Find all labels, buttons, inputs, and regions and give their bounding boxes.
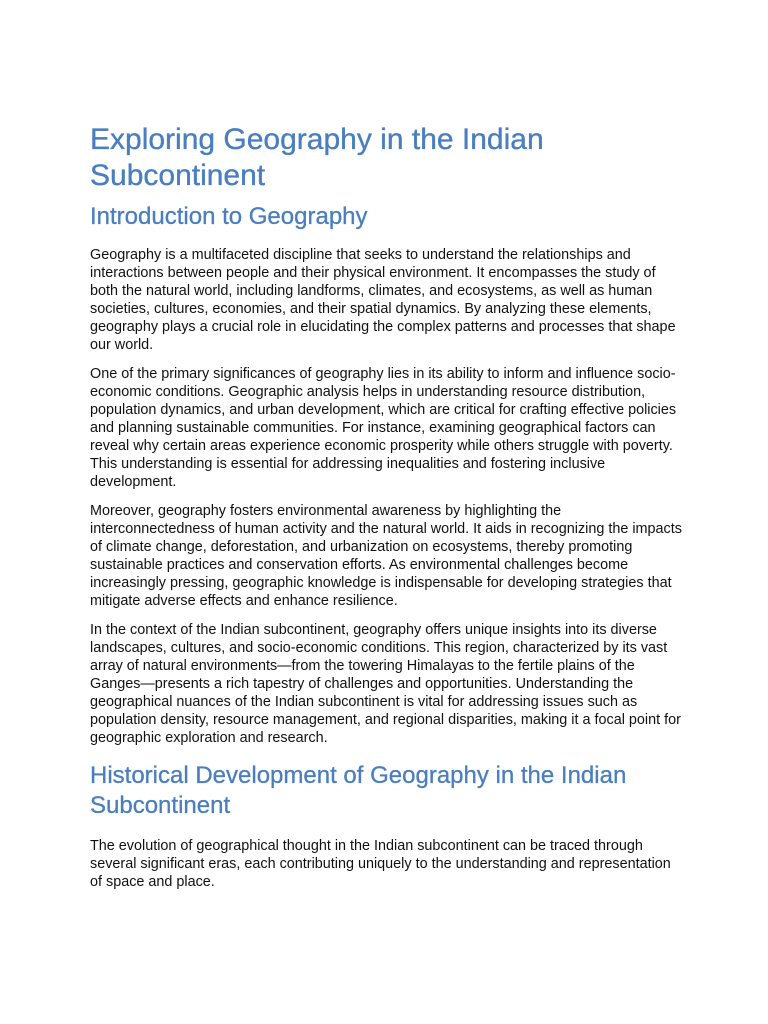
paragraph: Geography is a multifaceted discipline that seeks to understand the relationships and interactions between people and their physical environment. It encompasses the study of both the natural world, including landforms, climates, and ecosystems, as well as human societies, cultures, economies, and their spatial dynamics. By analyzing these elements, geography plays a crucial role in elucidating the complex patterns and processes that shape our world. bbox=[90, 247, 676, 353]
document-title: Exploring Geography in the Indian Subcontinent bbox=[90, 123, 544, 192]
paragraph: In the context of the Indian subcontinent, geography offers unique insights into its diverse landscapes, cultures, and socio-economic conditions. This region, characterized by its vast array of natural environments—from the towering Himalayas to the fertile plains of the Ganges—presents a rich tapestry of challenges and opportunities. Understanding the geographical nuances of the Indian subcontinent is vital for addressing issues such as population density, resource management, and regional disparities, making it a focal point for geographic exploration and research. bbox=[90, 622, 681, 746]
document-page bbox=[90, 122, 682, 891]
section-heading-historical-development: Historical Development of Geography in the Indian Subcontinent bbox=[90, 762, 627, 819]
section-heading-introduction: Introduction to Geography bbox=[90, 203, 368, 230]
paragraph: Moreover, geography fosters environmental awareness by highlighting the interconnectedness of human activity and the natural world. It aids in recognizing the impacts of climate change, deforestation, and urbanization on ecosystems, thereby promoting sustainable practices and conservation efforts. As environmental challenges become increasingly pressing, geographic knowledge is indispensable for developing strategies that mitigate adverse effects and enhance resilience. bbox=[90, 503, 682, 609]
paragraph: One of the primary significances of geography lies in its ability to inform and influence socio-economic conditions. Geographic analysis helps in understanding resource distribution, population dynamics, and urban development, which are critical for crafting effective policies and planning sustainable communities. For instance, examining geographical factors can reveal why certain areas experience economic prosperity while others struggle with poverty. This understanding is essential for addressing inequalities and fostering inclusive development. bbox=[90, 366, 677, 490]
paragraph: The evolution of geographical thought in the Indian subcontinent can be traced through several significant eras, each contributing uniquely to the understanding and representation of space and place. bbox=[90, 838, 671, 890]
